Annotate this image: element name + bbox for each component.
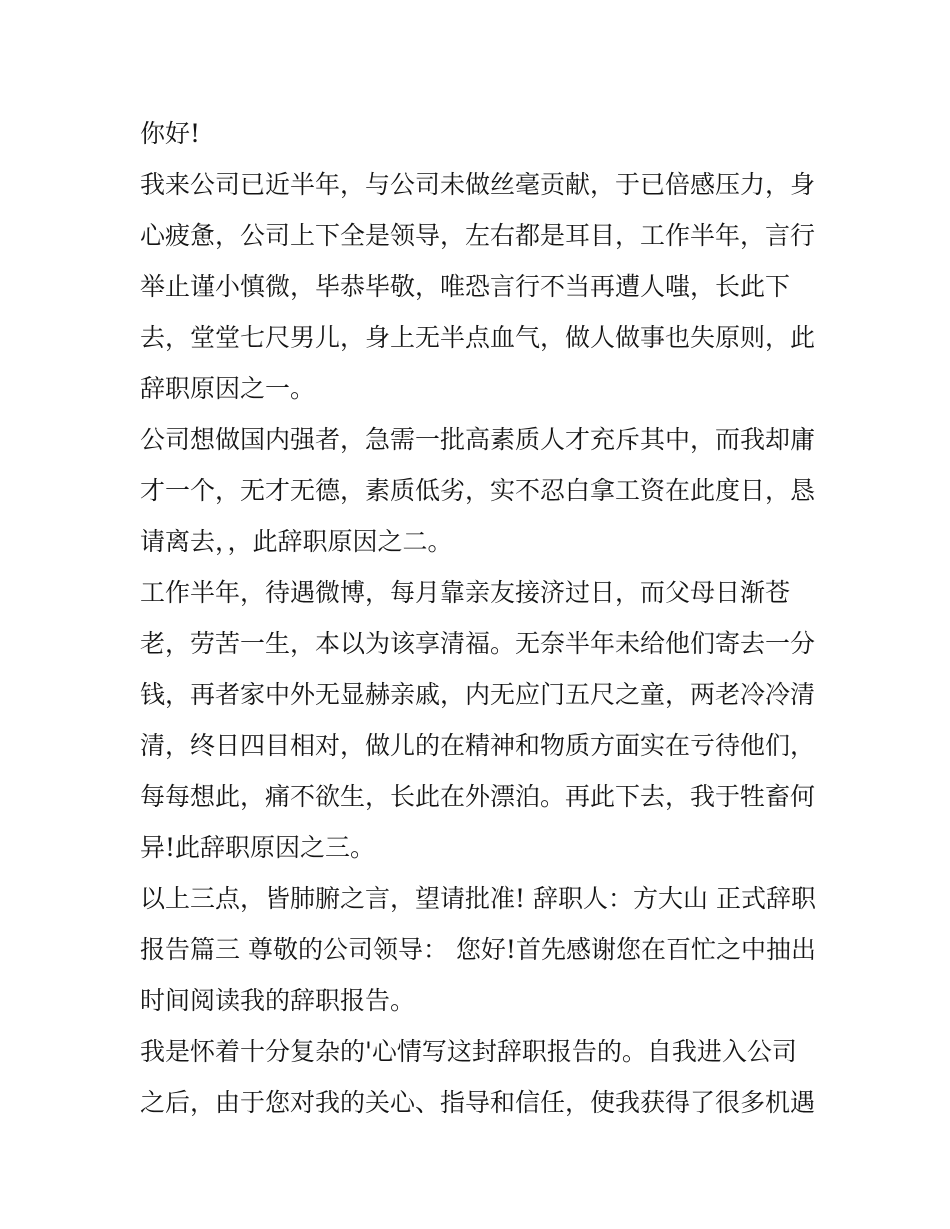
text-line: 你好! <box>140 119 201 148</box>
text-line: 我来公司已近半年，与公司未做丝毫贡献，于已倍感压力，身 <box>140 170 816 199</box>
text-line: 公司想做国内强者，急需一批高素质人才充斥其中，而我却庸 <box>140 425 816 454</box>
text-line: 异!此辞职原因之三。 <box>140 833 376 862</box>
text-line: 报告篇三 尊敬的公司领导： 您好!首先感谢您在百忙之中抽出 <box>140 935 816 964</box>
text-line: 请离去，，此辞职原因之二。 <box>140 527 453 556</box>
text-line: 才一个，无才无德，素质低劣，实不忍白拿工资在此度日，恳 <box>140 476 816 505</box>
text-line: 辞职原因之一。 <box>140 374 316 403</box>
text-line: 以上三点，皆肺腑之言，望请批准! 辞职人：方大山 正式辞职 <box>140 884 816 913</box>
document-body <box>140 108 820 1128</box>
text-line: 清，终日四目相对，做儿的在精神和物质方面实在亏待他们， <box>140 731 816 760</box>
text-line: 我是怀着十分复杂的'心情写这封辞职报告的。自我进入公司 <box>140 1037 797 1066</box>
text-line: 钱，再者家中外无显赫亲戚，内无应门五尺之童，两老冷冷清 <box>140 680 816 709</box>
text-line: 每每想此，痛不欲生，长此在外漂泊。再此下去，我于牲畜何 <box>140 782 816 811</box>
text-line: 之后，由于您对我的关心、指导和信任，使我获得了很多机遇 <box>140 1088 816 1117</box>
text-line: 去，堂堂七尺男儿，身上无半点血气，做人做事也失原则，此 <box>140 323 816 352</box>
text-line: 老，劳苦一生，本以为该享清福。无奈半年未给他们寄去一分 <box>140 629 816 658</box>
text-line: 时间阅读我的辞职报告。 <box>140 986 416 1015</box>
text-line: 心疲惫，公司上下全是领导，左右都是耳目，工作半年，言行 <box>140 221 816 250</box>
text-line: 工作半年，待遇微博，每月靠亲友接济过日，而父母日渐苍 <box>140 578 791 607</box>
text-line: 举止谨小慎微，毕恭毕敬，唯恐言行不当再遭人嗤，长此下 <box>140 272 791 301</box>
